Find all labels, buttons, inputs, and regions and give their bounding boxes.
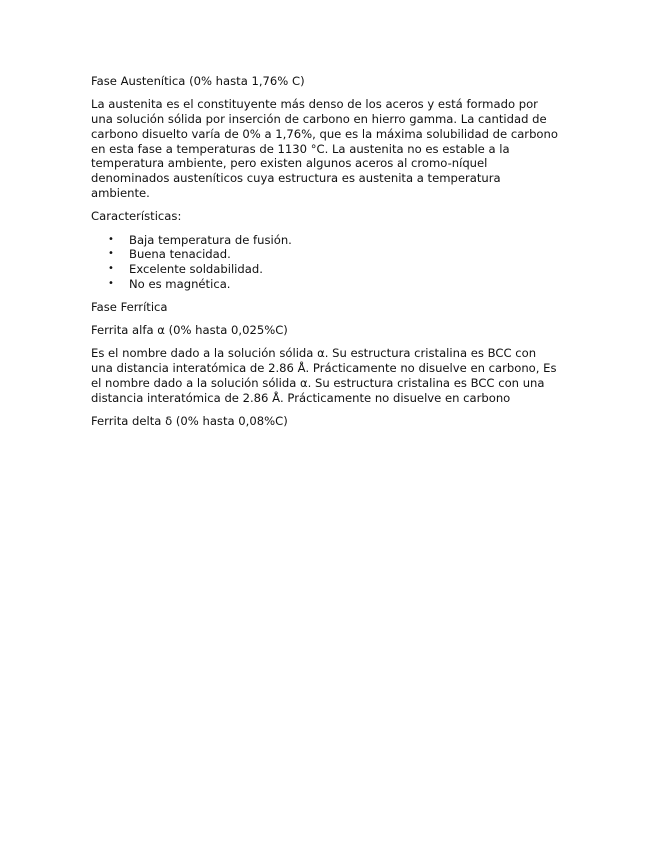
- bullet-icon: •: [108, 278, 114, 290]
- characteristics-list: [91, 233, 561, 292]
- list-item-text: Buena tenacidad.: [129, 247, 231, 262]
- austenite-heading: Fase Austenítica (0% hasta 1,76% C): [91, 74, 305, 88]
- list-item-text: Excelente soldabilidad.: [129, 262, 263, 277]
- list-item-text: Baja temperatura de fusión.: [129, 232, 292, 247]
- alpha-ferrite-paragraph: Es el nombre dado a la solución sólida α. Su estructura cristalina es BCC con una distancia interatómica de 2.86 Å. Prácticamente no disuelve en carbono, Es el nombre dado a la solución sólida α. Su estructura cristalina es BCC con una distancia interatómica de 2.86 Å. Prácticamente no disuelve en carbono: [91, 346, 557, 405]
- alpha-ferrite-heading: Ferrita alfa α (0% hasta 0,025%C): [91, 323, 288, 338]
- document-page: [91, 74, 561, 437]
- bullet-icon: •: [108, 248, 114, 260]
- characteristics-label: Características:: [91, 209, 182, 224]
- ferrite-heading: Fase Ferrítica: [91, 299, 168, 314]
- list-item-text: No es magnética.: [129, 277, 231, 292]
- list-item: [91, 277, 561, 292]
- delta-ferrite-heading: Ferrita delta δ (0% hasta 0,08%C): [91, 414, 288, 429]
- list-item: [91, 233, 561, 248]
- list-item: [91, 247, 561, 262]
- bullet-icon: •: [108, 233, 114, 245]
- austenite-paragraph: La austenita es el constituyente más denso de los aceros y está formado por una solución sólida por inserción de carbono en hierro gamma. La cantidad de carbono disuelto varía de 0% a 1,76%, que es la máxima solubilidad de carbono en esta fase a temperaturas de 1130 °C. La austenita no es estable a la temperatura ambiente, pero existen algunos aceros al cromo-níquel denominados austeníticos cuya estructura es austenita a temperatura ambiente.: [91, 97, 558, 201]
- bullet-icon: •: [108, 263, 114, 275]
- list-item: [91, 262, 561, 277]
